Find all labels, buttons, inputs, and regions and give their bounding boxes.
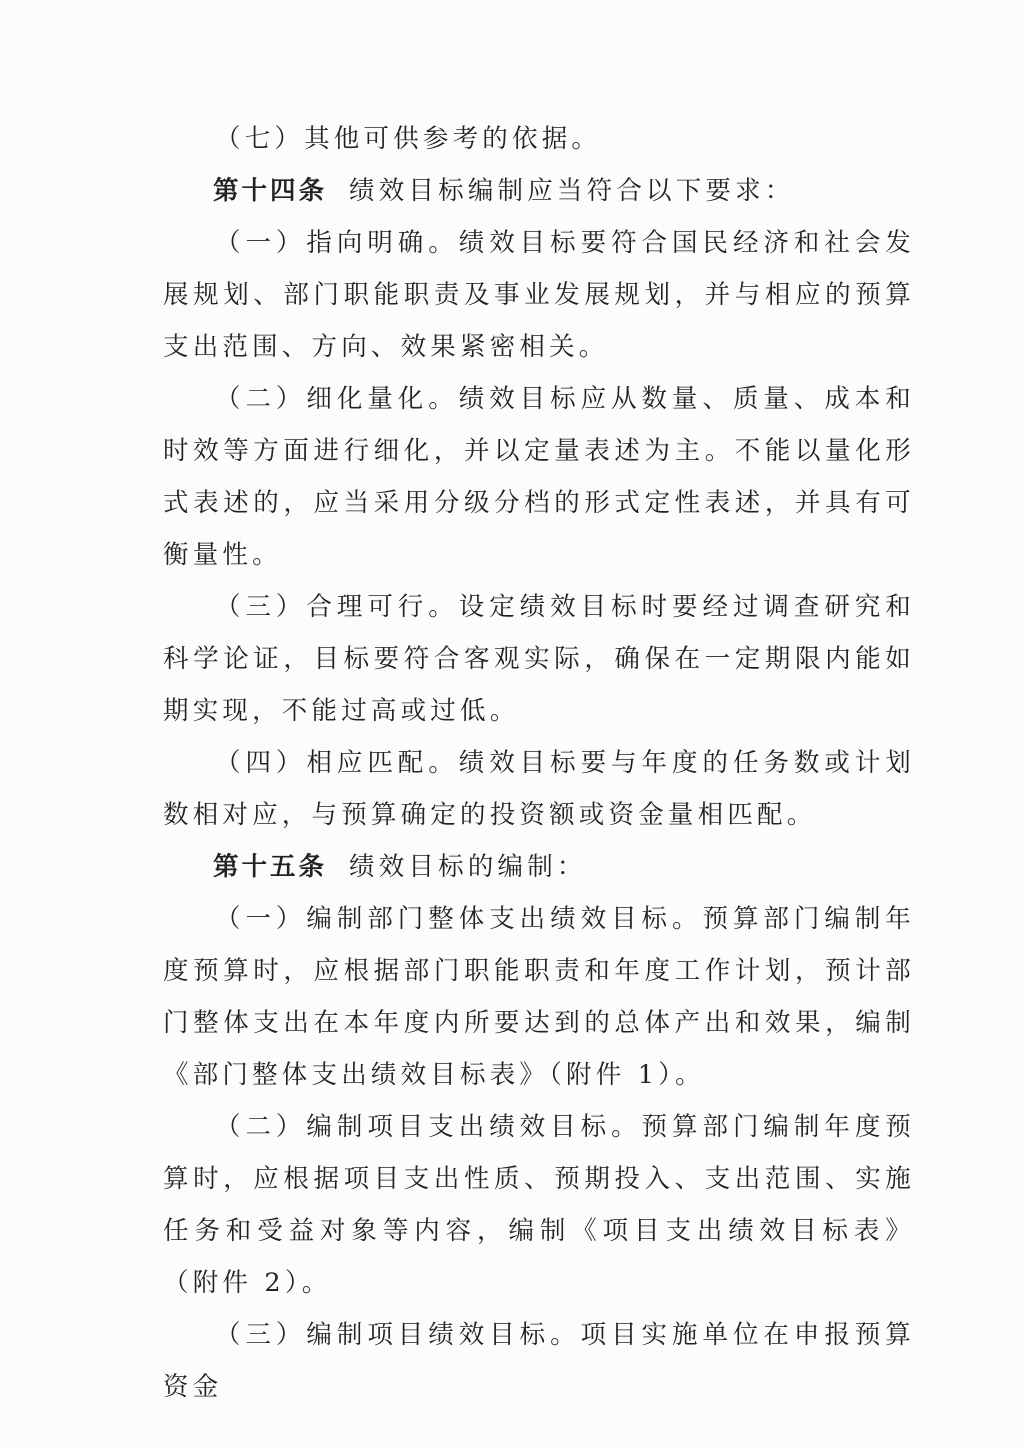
- paragraph-project-expenditure-goal: （二）编制项目支出绩效目标。预算部门编制年度预算时，应根据项目支出性质、预期投入、支出范围、实施任务和受益对象等内容，编制《项目支出绩效目标表》（附件 2）。: [163, 1112, 915, 1298]
- paragraph-item-7-basis: （七）其他可供参考的依据。: [215, 124, 602, 154]
- article-14: [163, 165, 915, 217]
- paragraph-item-3-feasible: （三）合理可行。设定绩效目标时要经过调查研究和科学论证，目标要符合客观实际，确保在一定期限内能如期实现，不能过高或过低。: [163, 592, 915, 726]
- paragraph-item-1-clear-direction: （一）指向明确。绩效目标要符合国民经济和社会发展规划、部门职能职责及事业发展规划，并与相应的预算支出范围、方向、效果紧密相关。: [163, 228, 915, 362]
- article-heading: 第十五条: [213, 852, 328, 882]
- article-heading: 第十四条: [213, 176, 328, 206]
- article-15: [163, 841, 915, 893]
- paragraph-project-performance-goal: （三）编制项目绩效目标。项目实施单位在申报预算资金: [163, 1320, 915, 1402]
- paragraph-item-4-match: （四）相应匹配。绩效目标要与年度的任务数或计划数相对应，与预算确定的投资额或资金量相匹配。: [163, 748, 915, 830]
- document-body: [163, 113, 915, 1413]
- article-text: 绩效目标编制应当符合以下要求：: [349, 176, 795, 206]
- paragraph-item-2-quantify: （二）细化量化。绩效目标应从数量、质量、成本和时效等方面进行细化，并以定量表述为主。不能以量化形式表述的，应当采用分级分档的形式定性表述，并具有可衡量性。: [163, 384, 915, 570]
- article-text: 绩效目标的编制：: [349, 852, 587, 882]
- paragraph-dept-overall-goal: （一）编制部门整体支出绩效目标。预算部门编制年度预算时，应根据部门职能职责和年度工作计划，预计部门整体支出在本年度内所要达到的总体产出和效果，编制《部门整体支出绩效目标表》（附件 1）。: [163, 904, 915, 1090]
